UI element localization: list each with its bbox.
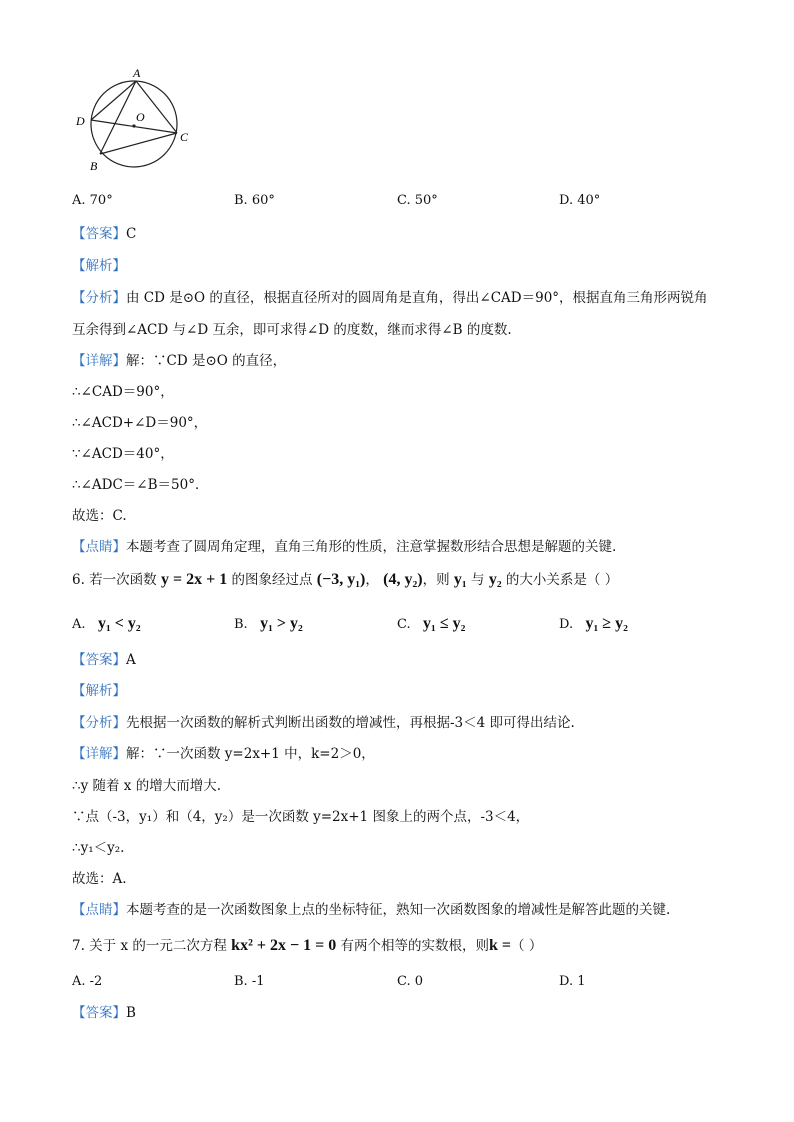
q6-point-1: (−3, y₁) [316, 571, 366, 588]
q5-fenxi-1: 【分析】由 CD 是⊙O 的直径，根据直径所对的圆周角是直角，得出∠CAD＝90°，根据直角三角形两锐角 [72, 290, 708, 306]
q5-answer: 【答案】C [72, 226, 137, 242]
label-d: D [76, 114, 85, 128]
q6-option-b: B. y₁ > y₂ [234, 615, 303, 632]
q6-step-3: ∴y₁＜y₂. [72, 840, 125, 856]
q6-point-2: (4, y₂) [383, 571, 423, 588]
segment-ac [136, 81, 177, 133]
q7-option-c: C. 0 [397, 974, 424, 989]
q5-step-4: ∴∠ADC＝∠B＝50°． [72, 477, 209, 493]
q6-fenxi: 【分析】先根据一次函数的解析式判断出函数的增减性，再根据-3＜4 即可得出结论. [72, 715, 575, 731]
q6-stem: 6. 若一次函数 y = 2x + 1 的图象经过点 (−3, y₁)， (4, y₂)，则 y₁ 与 y₂ 的大小关系是（ ） [72, 571, 619, 588]
center-dot [132, 124, 135, 127]
q7-option-b: B. -1 [234, 974, 265, 989]
q6-analysis-tag: 【解析】 [72, 683, 126, 699]
q6-step-1: ∴y 随着 x 的增大而增大. [72, 778, 221, 794]
q5-xiangjie: 【详解】解：∵CD 是⊙O 的直径， [72, 353, 287, 369]
label-a: A [133, 66, 141, 80]
q6-function: y = 2x + 1 [160, 571, 228, 588]
q5-dianjing: 【点睛】本题考查了圆周角定理，直角三角形的性质，注意掌握数形结合思想是解题的关键. [72, 539, 617, 555]
q5-choose: 故选：C. [72, 508, 127, 524]
q6-xiangjie: 【详解】解：∵一次函数 y=2x+1 中，k=2＞0， [72, 746, 375, 762]
q5-step-1: ∴∠CAD＝90°， [72, 384, 174, 400]
q6-answer: 【答案】A [72, 652, 136, 668]
segment-bc [100, 133, 177, 154]
q6-option-c: C. y₁ ≤ y₂ [397, 615, 466, 632]
q6-step-2: ∵点（-3，y₁）和（4，y₂）是一次函数 y=2x+1 图象上的两个点，-3＜4， [72, 809, 530, 825]
circle-figure [70, 62, 200, 182]
q7-equation: kx² + 2x − 1 = 0 [231, 937, 337, 954]
circle-o [91, 81, 177, 167]
q5-option-c: C. 50° [397, 193, 438, 208]
q5-option-a: A. 70° [72, 193, 113, 208]
label-c: C [180, 130, 189, 144]
q5-step-3: ∵∠ACD＝40°， [72, 446, 174, 462]
q6-choose: 故选：A. [72, 871, 127, 887]
q7-option-a: A. -2 [72, 974, 103, 989]
q6-option-a: A. y₁ < y₂ [72, 615, 141, 632]
q5-option-b: B. 60° [234, 193, 275, 208]
label-o: O [136, 110, 145, 124]
label-b: B [90, 159, 98, 173]
q5-option-d: D. 40° [559, 193, 601, 208]
q5-fenxi-2: 互余得到∠ACD 与∠D 互余，即可求得∠D 的度数，继而求得∠B 的度数. [72, 322, 512, 338]
q7-answer: 【答案】B [72, 1005, 136, 1021]
q7-option-d: D. 1 [559, 974, 586, 989]
q5-analysis-tag: 【解析】 [72, 258, 126, 274]
q7-stem: 7. 关于 x 的一元二次方程 kx² + 2x − 1 = 0 有两个相等的实数根，则k =（ ） [72, 937, 543, 954]
q6-option-d: D. y₁ ≥ y₂ [559, 615, 628, 632]
q5-step-2: ∴∠ACD+∠D＝90°， [72, 415, 208, 431]
q6-dianjing: 【点睛】本题考查的是一次函数图象上点的坐标特征，熟知一次函数图象的增减性是解答此题的关键. [72, 902, 671, 918]
